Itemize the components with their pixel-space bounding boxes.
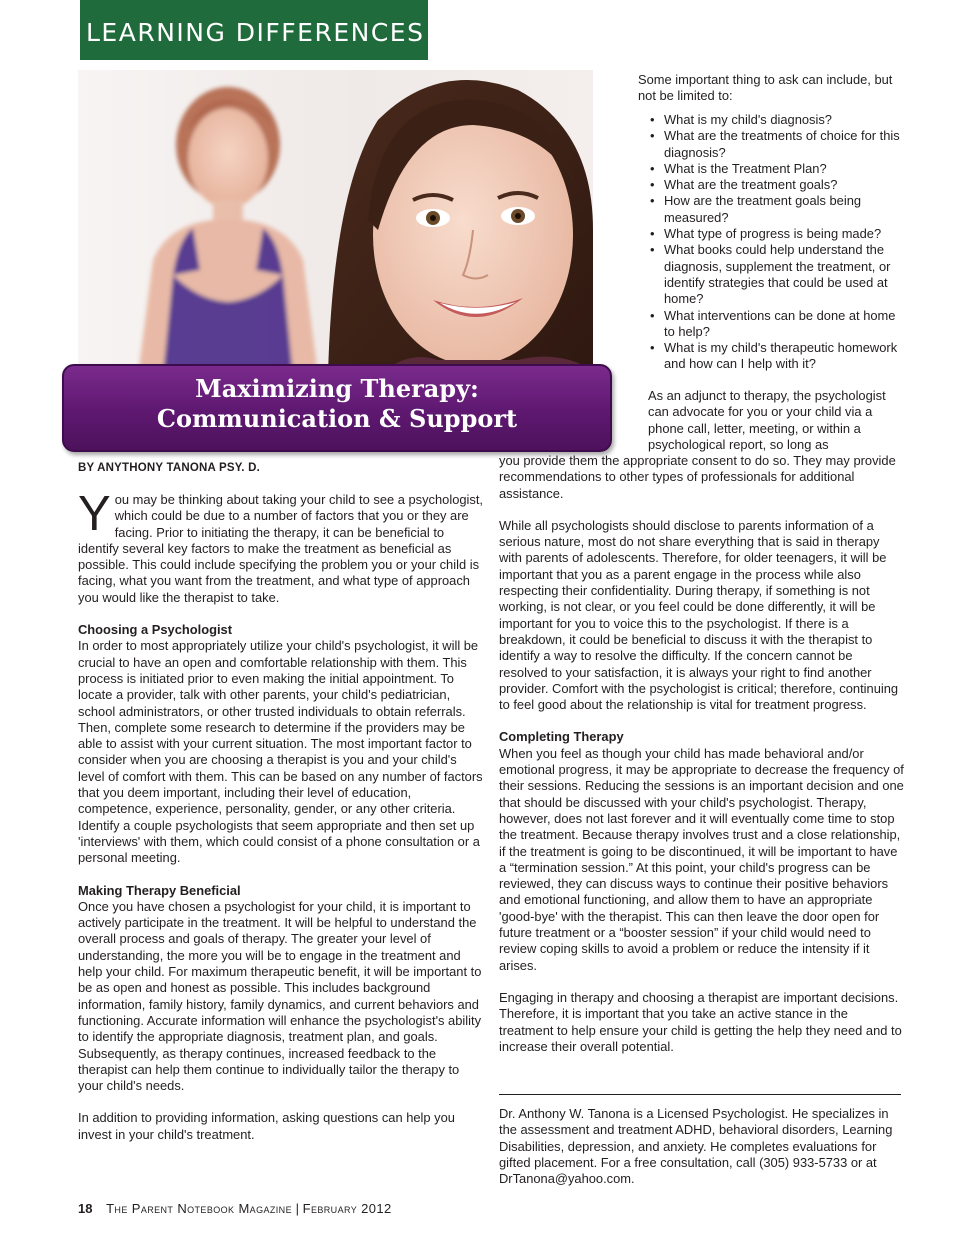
making-paragraph: Once you have chosen a psychologist for your child, it is important to actively participate in the treatment. It will be helpful to understand the overall process and goals of therapy. The greater your level of understanding, the more you will be to engage in the treatment and help your child. For maximum therapeutic benefit, it will be important to be as open and honest as possible. This includes background information, family history, family dynamics, and current behaviors and functioning. Accurate information will enhance the psychologist's ability to identify the appropriate diagnosis, treatment plan, and goals. Subsequently, as therapy continues, increased feedback to the therapist can help them continue to individually tailor the therapy to your child's needs. — [78, 898, 482, 1094]
issue-date: February 2012 — [302, 1201, 392, 1216]
question-list — [648, 112, 908, 373]
drop-cap: Y — [78, 487, 111, 541]
page-number: 18 — [78, 1201, 93, 1216]
section-label: LEARNING DIFFERENCES — [86, 18, 425, 47]
ask-intro — [638, 72, 903, 105]
page-footer — [78, 1201, 392, 1216]
adjunct-rest: you provide them the appropriate consent to do so. They may provide recommendations to other types of professionals for additional assistance. — [499, 453, 896, 501]
bio-divider — [499, 1094, 901, 1095]
questions-intro-paragraph: In addition to providing information, asking questions can help you invest in your child's treatment. — [78, 1110, 455, 1142]
heading-choosing-psychologist: Choosing a Psychologist — [78, 622, 232, 638]
engaging-paragraph: Engaging in therapy and choosing a therapist are important decisions. Therefore, it is important that you take an active stance in the treatment to help ensure your child is getting the help they need and to increase their overall potential. — [499, 989, 902, 1054]
title-line-1: Maximizing Therapy: — [195, 374, 479, 403]
list-item: • What is my child's diagnosis? — [648, 112, 908, 128]
right-column — [499, 453, 904, 1055]
adjunct-lead-text: As an adjunct to therapy, the psychologist can advocate for you or your child via a phone call, letter, meeting, or within a psychological report, so long as — [648, 388, 886, 452]
author-bio — [499, 1106, 904, 1187]
list-item: • What are the treatments of choice for this diagnosis? — [648, 128, 908, 161]
list-item: • What books could help understand the diagnosis, supplement the treatment, or identify strategies that could be used at home? — [648, 242, 908, 307]
adjunct-lead — [648, 388, 906, 453]
mother-daughter-photo — [78, 70, 593, 375]
section-tab — [80, 0, 428, 60]
list-item: • What is the Treatment Plan? — [648, 161, 908, 177]
byline: BY ANYTHONY TANONA PSY. D. — [78, 462, 260, 474]
footer-separator: | — [295, 1201, 299, 1216]
ask-intro-text: Some important thing to ask can include, but not be limited to: — [638, 72, 893, 104]
list-item: • How are the treatment goals being measured? — [648, 193, 908, 226]
intro-paragraph — [78, 487, 484, 606]
heading-completing-therapy: Completing Therapy — [499, 729, 624, 745]
left-column — [78, 487, 484, 1143]
author-bio-text: Dr. Anthony W. Tanona is a Licensed Psychologist. He specializes in the assessment and treatment ADHD, behavioral disorders, Learning Disabilities, depression, and anxiety. He completes evaluations for gifted placement. For a free consultation, call (305) 933-5733 or at DrTanona@yahoo.com. — [499, 1106, 893, 1187]
list-item: • What are the treatment goals? — [648, 177, 908, 193]
disclose-paragraph: While all psychologists should disclose to parents information of a serious nature, most do not share everything that is said in therapy with parents of adolescents. Therefore, for older teenagers, it will be important that you as a parent engage in the process while also respecting their confidentiality. During therapy, if something is not working, is not clear, or you feel could be done differently, it will be important for you to voice this to the psychologist. If there is a breakdown, it could be beneficial to discuss it with the therapist to identify a way to resolve the difficulty. If the concern cannot be resolved to your satisfaction, it is always your right to find another provider. Comfort with the psychologist is critical; therefore, continuing to feel good about the relationship is vital for treatment progress. — [499, 517, 899, 713]
list-item: • What interventions can be done at home to help? — [648, 308, 908, 341]
completing-paragraph: When you feel as though your child has made behavioral and/or emotional progress, it may be appropriate to decrease the frequency of their sessions. Reducing the sessions is an important decision and one that should be discussed with your child's psychologist. Therapy, however, does not last forever and it will eventually come time to stop the treatment. Because therapy involves trust and a close relationship, if the treatment is going to be discontinued, it will be important to have a “termination session.” At this point, your child's progress can be reviewed, they can discuss ways to continue their positive behaviors and emotional functioning, and allow them to have an appropriate 'good-bye' with the therapist. This can then leave the door open for future treatment or a “booster session” if your child would need to review coping skills to avoid a problem or reduce the intensity if it arises. — [499, 745, 904, 973]
list-item: • What type of progress is being made? — [648, 226, 908, 242]
magazine-name: The Parent Notebook Magazine — [106, 1201, 292, 1216]
intro-text: ou may be thinking about taking your child to see a psychologist, which could be due to a number of factors that you or they are facing. Prior to initiating the therapy, it can be beneficial to identify several key factors to make the treatment as beneficial as possible. This could include specifying the problem you or your child is facing, what you want from the treatment, and what type of approach you would like the therapist to take. — [78, 492, 484, 605]
article-title-banner — [62, 364, 612, 452]
choosing-paragraph: In order to most appropriately utilize your child's psychologist, it will be crucial to have an open and comfortable relationship with them. This process is initiated prior to even making the initial appointment. To locate a provider, talk with other parents, your child's pediatrician, school administrators, or other trusted individuals to obtain referrals. Then, complete some research to determine if the providers may be able to assist with your current situation. The most important factor to consider when you are choosing a therapist is you and your child's level of comfort with them. This can be based on any number of factors that you deem important, including their level of education, competence, experience, personality, gender, or any other criteria. Identify a couple psychologists that seem appropriate and then set up 'interviews' with them, which could consist of a phone consultation or a personal meeting. — [78, 638, 483, 866]
title-line-2: Communication & Support — [156, 404, 518, 433]
list-item: • What is my child's therapeutic homework and how can I help with it? — [648, 340, 908, 373]
article-photo — [78, 70, 593, 375]
heading-making-therapy-beneficial: Making Therapy Beneficial — [78, 882, 241, 898]
